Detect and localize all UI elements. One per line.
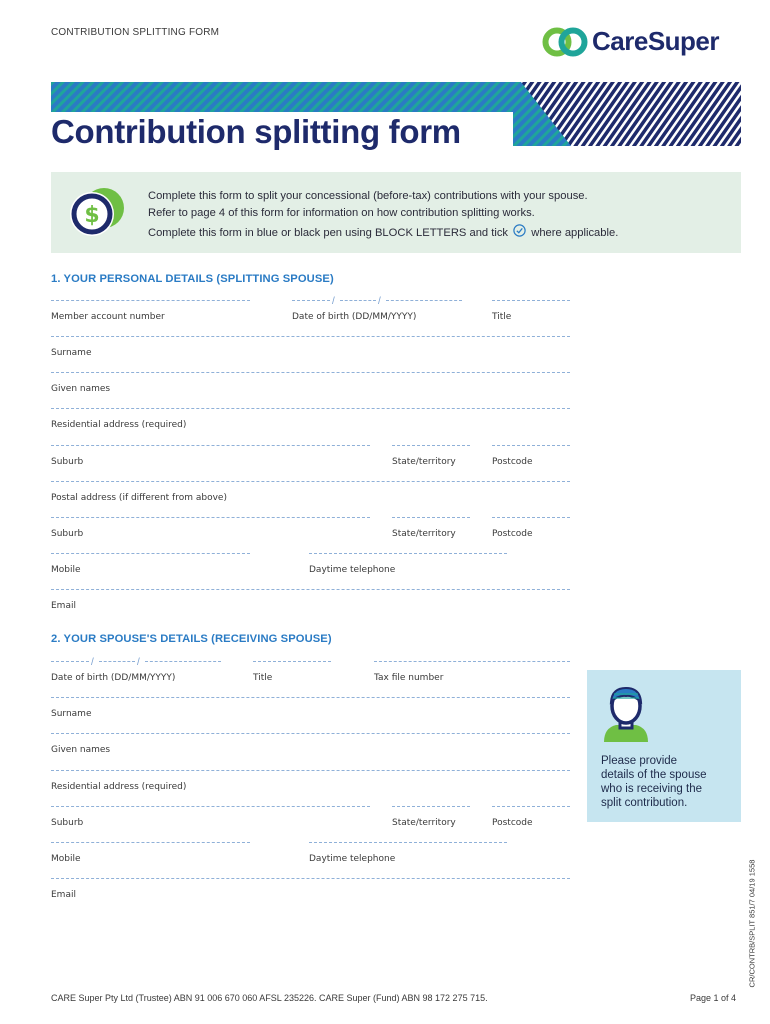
daytime-phone-label: Daytime telephone: [309, 565, 396, 575]
title-label: Title: [492, 312, 512, 322]
dob-label: Date of birth (DD/MM/YYYY): [292, 312, 417, 322]
spouse-given-names-label: Given names: [51, 745, 111, 755]
dob-slash: /: [378, 296, 381, 307]
logo-icon: [542, 26, 588, 58]
dob-field-dd[interactable]: [292, 300, 330, 301]
surname-label: Surname: [51, 348, 92, 358]
given-names-label: Given names: [51, 384, 111, 394]
spouse-surname-label: Surname: [51, 709, 92, 719]
spouse-daytime-label: Daytime telephone: [309, 854, 396, 864]
section1-heading: 1. YOUR PERSONAL DETAILS (SPLITTING SPOUSE): [51, 273, 334, 285]
surname-field[interactable]: [51, 336, 570, 337]
spouse-tfn-field[interactable]: [374, 661, 570, 662]
postal-suburb-label: Suburb: [51, 529, 84, 539]
intro-line-2: Refer to page 4 of this form for information on how contribution splitting works.: [148, 207, 535, 219]
residential-address-label: Residential address (required): [51, 420, 187, 430]
spouse-given-names-field[interactable]: [51, 733, 570, 734]
info-text-line-4: split contribution.: [601, 797, 688, 809]
suburb-field[interactable]: [51, 445, 370, 446]
given-names-field[interactable]: [51, 372, 570, 373]
email-field[interactable]: [51, 589, 570, 590]
spouse-mobile-label: Mobile: [51, 854, 81, 864]
spouse-residential-field[interactable]: [51, 770, 570, 771]
spouse-postcode-field[interactable]: [492, 806, 570, 807]
form-code: CONTRIBUTION SPLITTING FORM: [51, 27, 220, 38]
member-number-field[interactable]: [51, 300, 250, 301]
spouse-state-label: State/territory: [392, 818, 456, 828]
dob-field-yyyy[interactable]: [386, 300, 462, 301]
footer-legal: CARE Super Pty Ltd (Trustee) ABN 91 006 670 060 AFSL 235226. CARE Super (Fund) ABN 98 172 275 715.: [51, 993, 488, 1003]
spouse-dob-dd[interactable]: [51, 661, 89, 662]
info-text-line-3: who is receiving the: [601, 783, 702, 795]
spouse-info-box: [587, 670, 741, 822]
intro-line-1: Complete this form to split your concessional (before-tax) contributions with your spouse.: [148, 190, 588, 202]
daytime-phone-field[interactable]: [309, 553, 507, 554]
residential-address-field[interactable]: [51, 408, 570, 409]
page-number: Page 1 of 4: [690, 993, 737, 1003]
brand-logo: [542, 25, 747, 59]
spouse-surname-field[interactable]: [51, 697, 570, 698]
dob-slash: /: [332, 296, 335, 307]
state-label: State/territory: [392, 457, 456, 467]
dob-slash: /: [91, 657, 94, 668]
intro-box: [51, 172, 741, 253]
spouse-suburb-label: Suburb: [51, 818, 84, 828]
spouse-title-label: Title: [253, 673, 273, 683]
title-field[interactable]: [492, 300, 570, 301]
spouse-state-field[interactable]: [392, 806, 470, 807]
brand-name: CareSuper: [592, 26, 719, 56]
side-form-code: CR/CONTRB/SPLIT 851/7 04/19 1558: [747, 859, 757, 988]
postal-address-field[interactable]: [51, 481, 570, 482]
postal-postcode-field[interactable]: [492, 517, 570, 518]
postal-postcode-label: Postcode: [492, 529, 533, 539]
email-label: Email: [51, 601, 76, 611]
member-number-label: Member account number: [51, 312, 165, 322]
postal-address-label: Postal address (if different from above): [51, 493, 227, 503]
dob-field-mm[interactable]: [340, 300, 376, 301]
spouse-dob-mm[interactable]: [99, 661, 135, 662]
intro-line-3-end: where applicable.: [531, 227, 619, 239]
postcode-field[interactable]: [492, 445, 570, 446]
mobile-label: Mobile: [51, 565, 81, 575]
state-field[interactable]: [392, 445, 470, 446]
spouse-suburb-field[interactable]: [51, 806, 370, 807]
spouse-daytime-field[interactable]: [309, 842, 507, 843]
tick-icon: [513, 224, 526, 237]
spouse-mobile-field[interactable]: [51, 842, 250, 843]
dob-slash: /: [137, 657, 140, 668]
spouse-title-field[interactable]: [253, 661, 331, 662]
page-title: Contribution splitting form: [51, 113, 461, 150]
spouse-email-field[interactable]: [51, 878, 570, 879]
money-icon: [66, 184, 128, 240]
postcode-label: Postcode: [492, 457, 533, 467]
info-text-line-1: Please provide: [601, 755, 678, 767]
spouse-postcode-label: Postcode: [492, 818, 533, 828]
postal-state-label: State/territory: [392, 529, 456, 539]
person-icon: [602, 684, 650, 742]
postal-state-field[interactable]: [392, 517, 470, 518]
spouse-tfn-label: Tax file number: [374, 673, 444, 683]
svg-text:$: $: [84, 203, 100, 228]
suburb-label: Suburb: [51, 457, 84, 467]
section2-heading: 2. YOUR SPOUSE'S DETAILS (RECEIVING SPOUSE): [51, 633, 332, 645]
spouse-residential-label: Residential address (required): [51, 782, 187, 792]
intro-line-3: Complete this form in blue or black pen using BLOCK LETTERS and tick: [148, 227, 509, 239]
spouse-dob-yyyy[interactable]: [145, 661, 221, 662]
info-text-line-2: details of the spouse: [601, 769, 707, 781]
postal-suburb-field[interactable]: [51, 517, 370, 518]
mobile-field[interactable]: [51, 553, 250, 554]
spouse-email-label: Email: [51, 890, 76, 900]
spouse-dob-label: Date of birth (DD/MM/YYYY): [51, 673, 176, 683]
